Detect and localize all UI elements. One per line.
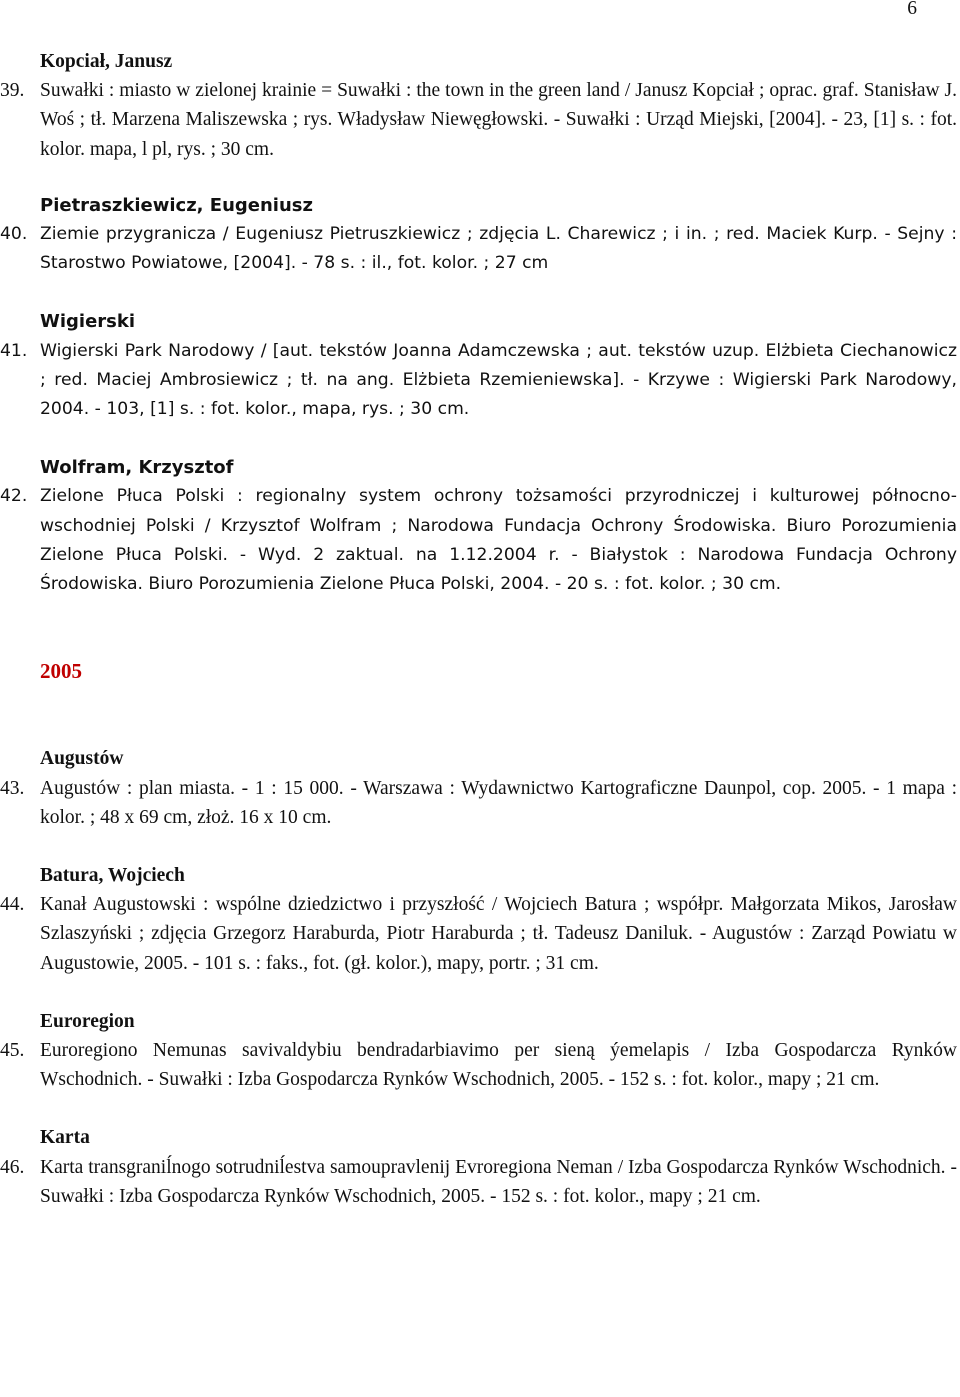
entry-text: Augustów : plan miasta. - 1 : 15 000. - Warszawa : Wydawnictwo Kartograficzne Daunpol, cop. 2005. - 1 mapa : kolor. ; 48 x 69 cm, złoż. 16 x 10 cm. (40, 777, 957, 828)
author-heading: Euroregion (40, 1010, 135, 1032)
entry-number: 42. (0, 486, 28, 507)
entry-text: Karta transgraniĺnogo sotrudniĺestva samoupravlenij Evroregiona Neman / Izba Gospodarcza Rynków Wschodnich. - Suwałki : Izba Gospodarcza Rynków Wschodnich, 2005. - 152 s. : fot. kolor., mapy ; 21 cm. (40, 1156, 957, 1207)
entry-text: Suwałki : miasto w zielonej krainie = Suwałki : the town in the green land / Janusz Kopciał ; oprac. graf. Stanisław J. Woś ; tł. Marzena Maliszewska ; rys. Władysław Niewęgłowski. - Suwałki : Urząd Miejski, [2004]. - 23, [1] s. : fot. kolor. mapa, l pl, rys. ; 30 cm. (40, 80, 957, 160)
author-heading: Wolfram, Krzysztof (40, 457, 234, 479)
bibliography-entry (0, 220, 957, 278)
year-heading: 2005 (40, 659, 82, 684)
entry-number: 39. (0, 80, 25, 102)
bibliography-entry (0, 1036, 957, 1094)
page-number: 6 (907, 0, 917, 19)
entry-number: 44. (0, 894, 25, 916)
bibliography-entry (0, 482, 957, 599)
author-heading: Kopciał, Janusz (40, 51, 173, 72)
author-heading: Karta (40, 1127, 90, 1149)
entry-text: Wigierski Park Narodowy / [aut. tekstów Joanna Adamczewska ; aut. tekstów uzup. Elżbieta Ciechanowicz ; red. Maciej Ambrosiewicz ; tł. na ang. Elżbieta Rzemieniewska]. - Krzywe : Wigierski Park Narodowy, 2004. - 103, [1] s. : fot. kolor., mapa, rys. ; 30 cm. (40, 340, 957, 420)
author-heading: Batura, Wojciech (40, 865, 185, 887)
entry-text: Kanał Augustowski : wspólne dziedzictwo i przyszłość / Wojciech Batura ; współpr. Małgorzata Mikos, Jarosław Szlaszyński ; zdjęcia Grzegorz Haraburda, Piotr Haraburda ; tł. Tadeusz Daniluk. - Augustów : Zarząd Powiatu w Augustowie, 2005. - 101 s. : faks., fot. (gł. kolor.), mapy, portr. ; 31 cm. (40, 894, 957, 974)
author-heading: Pietraszkiewicz, Eugeniusz (40, 194, 313, 216)
entry-number: 46. (0, 1156, 25, 1178)
entry-number: 43. (0, 777, 25, 799)
entry-number: 40. (0, 224, 28, 245)
entry-text: Ziemie przygranicza / Eugeniusz Pietruszkiewicz ; zdjęcia L. Charewicz ; i in. ; red. Maciek Kurp. - Sejny : Starostwo Powiatowe, [2004]. - 78 s. : il., fot. kolor. ; 27 cm (40, 224, 957, 274)
bibliography-entry (0, 890, 957, 978)
entry-number: 41. (0, 340, 28, 361)
bibliography-entry (0, 337, 957, 425)
author-heading: Wigierski (40, 311, 136, 333)
bibliography-entry (0, 774, 957, 832)
author-heading: Augustów (40, 748, 124, 770)
entry-number: 45. (0, 1040, 25, 1062)
bibliography-entry (0, 1153, 957, 1211)
bibliography-page (0, 47, 957, 1211)
entry-text: Zielone Płuca Polski : regionalny system ochrony tożsamości przyrodniczej i kulturowej północno-wschodniej Polski / Krzysztof Wolfram ; Narodowa Fundacja Ochrony Środowiska. Biuro Porozumienia Zielone Płuca Polski. - Wyd. 2 zaktual. na 1.12.2004 r. - Białystok : Narodowa Fundacja Ochrony Środowiska. Biuro Porozumienia Zielone Płuca Polski, 2004. - 20 s. : fot. kolor. ; 30 cm. (40, 486, 957, 595)
bibliography-entry (0, 76, 957, 164)
entry-text: Euroregiono Nemunas savivaldybiu bendradarbiavimo per sieną ýemelapis / Izba Gospodarcza Rynków Wschodnich. - Suwałki : Izba Gospodarcza Rynków Wschodnich, 2005. - 152 s. : fot. kolor., mapy ; 21 cm. (40, 1040, 957, 1091)
